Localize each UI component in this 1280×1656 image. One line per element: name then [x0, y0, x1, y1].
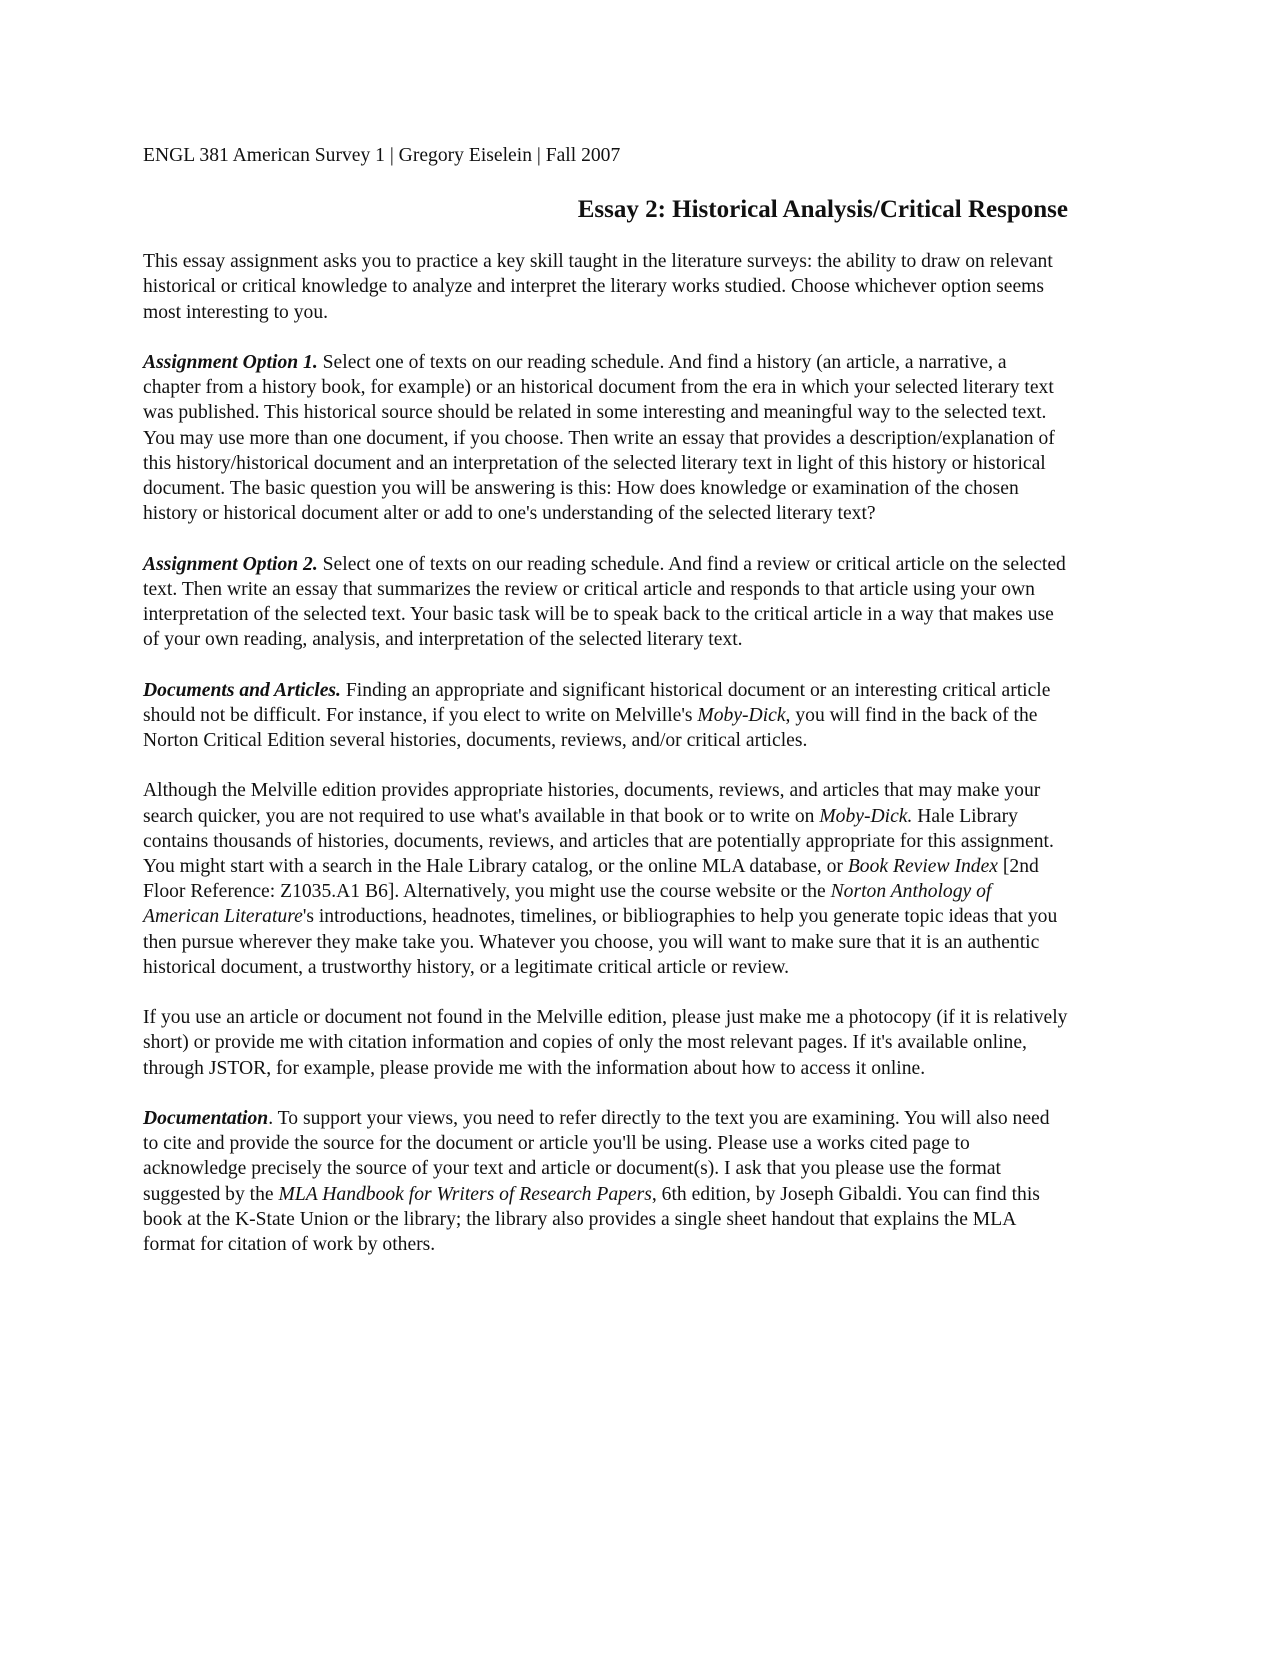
documentation-paragraph [143, 1106, 1068, 1257]
melville-text: Hale Library contains thousands of histories, documents, reviews, and articles that are potentially appropriate for this assignment. You might start with a search in the Hale Library catalog, or the online MLA database, or [143, 805, 1054, 878]
option1-heading: Assignment Option 1. [143, 352, 318, 373]
book-title: Moby-Dick. [819, 805, 913, 827]
option1-body: Select one of texts on our reading schedule. And find a history (an article, a narrative, a chapter from a history book, for example) or an historical document from the era in which your selected literary text was published. This historical source should be related in some interesting and meaningful way to the selected text. You may use more than one document, if you choose. Then write an essay that provides a description/explanation of this history/historical document and an interpretation of the selected literary text in light of this history or historical document. The basic question you will be answering is this: How does knowledge or examination of the chosen history or historical document alter or add to one's understanding of the selected literary text? [143, 352, 1055, 525]
documents-body: , you will find in the back of the Norton Critical Edition several histories, documents, reviews, and/or critical articles. [143, 704, 1038, 752]
book-title: Norton Anthology of American Literature [143, 881, 992, 928]
option2-paragraph [143, 552, 1068, 653]
intro-paragraph: This essay assignment asks you to practice a key skill taught in the literature surveys: the ability to draw on relevant historical or critical knowledge to analyze and interpret the literary works studied. Choose whichever option seems most interesting to you. [143, 251, 1053, 323]
book-title: MLA Handbook for Writers of Research Papers [278, 1183, 652, 1205]
documentation-text: . To support your views, you need to refer directly to the text you are examining. You will also need to cite and provide the source for the document or article you'll be using. Please use a works cited page to acknowledge precisely the source of your text and article or document(s). I ask that you please use the format suggested by the [143, 1108, 1050, 1205]
course-header: ENGL 381 American Survey 1 | Gregory Eiselein | Fall 2007 [143, 145, 621, 166]
book-title: Moby-Dick [697, 704, 786, 726]
documentation-heading: Documentation [143, 1108, 269, 1130]
melville-text: [2nd Floor Reference: Z1035.A1 B6]. Alternatively, you might use the course website or the [143, 856, 1039, 903]
documents-paragraph [143, 678, 1068, 754]
book-title: Book Review Index [847, 856, 998, 878]
melville-paragraph [143, 778, 1068, 980]
documents-heading: Documents and Articles. [143, 679, 341, 701]
documents-body: Finding an appropriate and significant historical document or an interesting critical article should not be difficult. For instance, if you elect to write on Melville's [143, 679, 1051, 726]
page-title: Essay 2: Historical Analysis/Critical Response [577, 196, 1068, 224]
option2-body: Select one of texts on our reading schedule. And find a review or critical article on the selected text. Then write an essay that summarizes the review or critical article and responds to that article using your own interpretation of the selected text. Your basic task will be to speak back to the critical article in a way that makes use of your own reading, analysis, and interpretation of the selected literary text. [143, 553, 1066, 651]
option1-paragraph [143, 350, 1068, 526]
melville-text: Although the Melville edition provides appropriate histories, documents, reviews, and articles that may make your search quicker, you are not required to use what's available in that book or to write on [143, 780, 1041, 827]
document-page [143, 143, 1068, 1282]
melville-text: 's introductions, headnotes, timelines, or bibliographies to help you generate topic ideas that you then pursue wherever they make take you. Whatever you choose, you will want to make sure that it is an authentic historical document, a trustworthy history, or a legitimate critical article or review. [143, 906, 1058, 978]
option2-heading: Assignment Option 2. [143, 553, 318, 575]
photocopy-paragraph: If you use an article or document not found in the Melville edition, please just make me a photocopy (if it is relatively short) or provide me with citation information and copies of only the most relevant pages. If it's available online, through JSTOR, for example, please provide me with the information about how to access it online. [143, 1007, 1068, 1079]
documentation-text: , 6th edition, by Joseph Gibaldi. You can find this book at the K-State Union or the library; the library also provides a single sheet handout that explains the MLA format for citation of work by others. [143, 1183, 1040, 1256]
